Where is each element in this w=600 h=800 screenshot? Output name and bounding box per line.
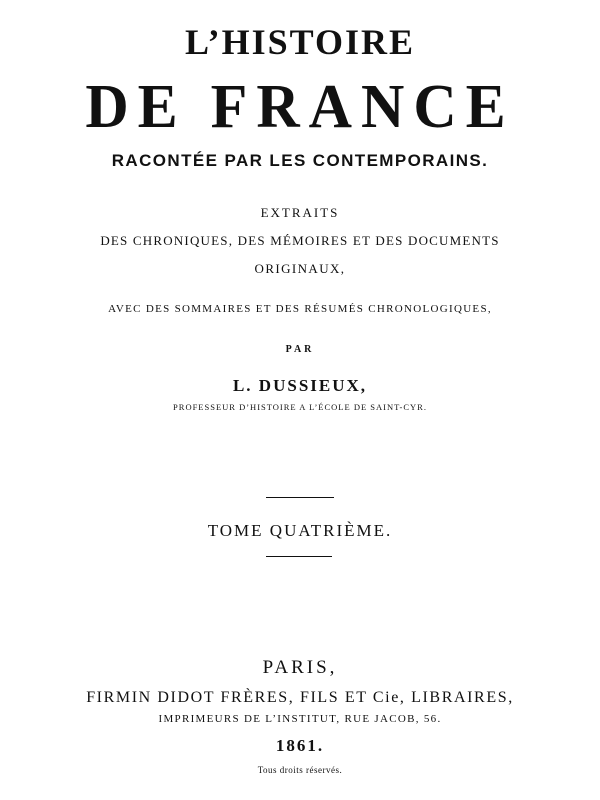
divider-top (266, 497, 334, 498)
imprint-city: PARIS, (262, 657, 338, 678)
par-line: PAR (285, 344, 315, 355)
divider-bottom (266, 556, 332, 557)
chroniques-line: DES CHRONIQUES, DES MÉMOIRES ET DES DOCUMENTS (100, 233, 500, 248)
subtitle: RACONTÉE PAR LES CONTEMPORAINS. (111, 151, 489, 170)
imprint-printer: IMPRIMEURS DE L’INSTITUT, RUE JACOB, 56. (158, 713, 442, 725)
imprint-year: 1861. (275, 736, 325, 755)
title-line-2: DE FRANCE (85, 71, 515, 141)
author-title: PROFESSEUR D’HISTOIRE A L’ÉCOLE DE SAINT-CYR. (173, 402, 427, 412)
volume-label: TOME QUATRIÈME. (207, 521, 393, 540)
imprint-publisher: FIRMIN DIDOT FRÈRES, FILS ET Cie, LIBRAIRES, (86, 689, 514, 706)
extraits-line: EXTRAITS (260, 205, 340, 220)
originaux-line: ORIGINAUX, (254, 261, 346, 276)
rights-notice: Tous droits réservés. (257, 765, 343, 775)
sommaires-line: AVEC DES SOMMAIRES ET DES RÉSUMÉS CHRONOLOGIQUES, (108, 303, 492, 315)
title-line-1: L’HISTOIRE (184, 22, 416, 62)
author-name: L. DUSSIEUX, (232, 376, 368, 395)
